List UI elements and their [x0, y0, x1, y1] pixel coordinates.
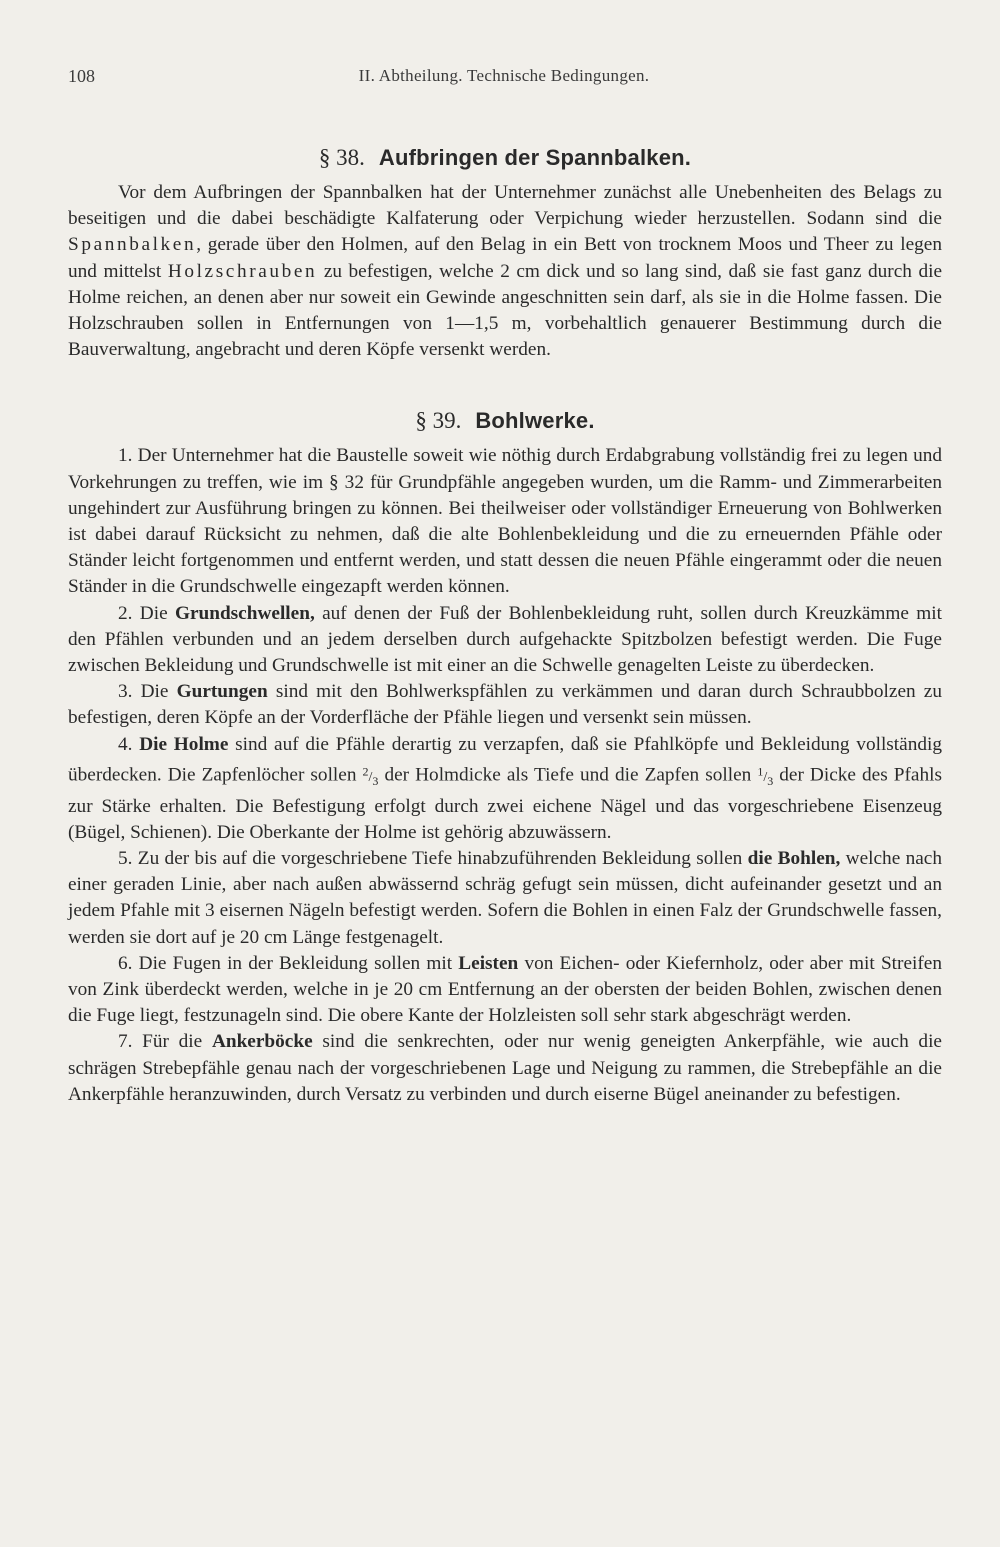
fraction-numerator: 1 [757, 763, 764, 778]
item-4-text-c: der Dicke des Pfahls zur Stärke erhalten. Die Befestigung erfolgt durch zwei eichene Nägel und das vorgeschriebene Eisenzeug (Bügel, Schienen). Die Oberkante der Holme ist gehörig abzuwässern. [68, 764, 942, 843]
term-gurtungen: Gurtungen [176, 681, 268, 703]
term-spannbalken: Spannbalken [68, 234, 197, 256]
fraction-denominator: 3 [372, 773, 379, 788]
item-2-lead: 2. Die [118, 602, 168, 624]
section-38-heading [68, 140, 942, 176]
item-3-text: sind mit den Bohlwerkspfählen zu verkämmen und daran durch Schraubbolzen zu befestigen, deren Köpfe an der Vorderfläche der Pfähle liegen und versenkt sein müssen. [68, 681, 942, 729]
item-7-text: sind die senkrechten, oder nur wenig geneigten Ankerpfähle, wie auch die schrägen Strebepfähle genau nach der vorgeschriebenen Lage und Neigung zu rammen, die Strebepfähle an die Ankerpfähle heranzuwinden, durch Versatz zu verbinden und durch eiserne Bügel aneinander zu befestigen. [68, 1031, 942, 1105]
term-bohlen: die Bohlen, [747, 847, 841, 869]
page-content [68, 140, 942, 1108]
term-ankerboecke: Ankerböcke [211, 1031, 313, 1053]
section-39-title: Bohlwerke. [475, 408, 595, 434]
term-holzschrauben: Holzschrauben [167, 260, 318, 282]
section-38-title: Aufbringen der Spannbalken. [378, 145, 692, 170]
item-5-text: welche nach einer geraden Linie, aber nach außen abwässernd schräg gefugt sein müssen, dicht aufeinander gesetzt und an jedem Pfahle mit 3 eisernen Nägeln befestigt werden. Sofern die Bohlen in einen Falz der Grundschwelle fassen, werden sie dort auf je 20 cm Länge festgenagelt. [68, 847, 942, 948]
item-5-lead: 5. Zu der bis auf die vorgeschriebene Tiefe hinabzuführenden Bekleidung sollen [118, 847, 743, 869]
fraction-denominator: 3 [767, 773, 774, 788]
section-38-text-3: zu befestigen, welche 2 cm dick und so lang sind, daß sie fast ganz durch die Holme reichen, an denen aber nur soweit ein Gewinde angeschnitten sein darf, als sie in die Holme fassen. Die Holzschrauben sollen in Entfernungen von 1—1,5 m, vorbehaltlich genauerer Bestimmung durch die Bauverwaltung, angebracht und deren Köpfe versenkt werden. [68, 260, 943, 361]
page-number: 108 [68, 66, 95, 86]
item-2-paragraph [68, 601, 942, 680]
fraction-two-thirds: $^2/_3$ [362, 763, 379, 788]
item-6-text: von Eichen- oder Kiefernholz, oder aber mit Streifen von Zink überdeckt werden, welche in je 20 cm Entfernung an der obersten der beiden Bohlen, zwischen denen die Fuge liegt, festzunageln sind. Die obere Kante der Holzleisten soll sehr stark abgeschrägt werden. [68, 952, 942, 1027]
item-7-lead: 7. Für die [118, 1031, 203, 1053]
term-holme: Die Holme [139, 733, 229, 755]
item-6-paragraph [68, 951, 942, 1030]
running-head: II. Abtheilung. Technische Bedingungen. [358, 66, 650, 85]
item-4-lead: 4. [118, 733, 133, 755]
term-leisten: Leisten [458, 952, 519, 974]
section-38-text-1: Vor dem Aufbringen der Spannbalken hat der Unternehmer zunächst alle Unebenheiten des Belags zu beseitigen und die dabei beschädigte Kalfaterung oder Verpichung wieder herzustellen. Sodann sind die [68, 182, 942, 230]
item-4-text-a: sind auf die Pfähle derartig zu verzapfen, daß sie Pfahlköpfe und Bekleidung vollständig überdecken. Die Zapfenlöcher sollen [68, 733, 942, 786]
item-6-lead: 6. Die Fugen in der Bekleidung sollen mit [118, 952, 453, 974]
item-3-paragraph [68, 679, 942, 731]
item-4-paragraph [68, 732, 942, 846]
section-39-heading [68, 403, 942, 439]
item-4-text-b: der Holmdicke als Tiefe und die Zapfen sollen [384, 764, 752, 786]
section-38-number: § 38. [318, 145, 365, 170]
section-38-paragraph [68, 180, 942, 363]
fraction-one-third: $^1/_3$ [757, 763, 774, 788]
section-38-text-2: , gerade über den Holmen, auf den Belag in ein Bett von trocknem Moos und Theer zu legen und mittelst [68, 234, 942, 282]
page-header [68, 66, 940, 90]
section-39-number: § 39. [415, 408, 462, 434]
section-spacer [68, 363, 942, 403]
item-2-text: auf denen der Fuß der Bohlenbekleidung ruht, sollen durch Kreuzkämme mit den Pfählen verbunden und an jedem derselben durch aufgehackte Spitzbolzen befestigt werden. Die Fuge zwischen Bekleidung und Grundschwelle ist mit einer an die Schwelle genagelten Leiste zu überdecken. [68, 602, 942, 677]
item-1-paragraph: 1. Der Unternehmer hat die Baustelle soweit wie nöthig durch Erdabgrabung vollständig frei zu legen und Vorkehrungen zu treffen, wie im § 32 für Grundpfähle angegeben wurden, um die Ramm- und Zimmerarbeiten ungehindert zur Ausführung bringen zu können. Bei theilweiser oder vollständiger Erneuerung von Bohlwerken ist dabei darauf Rücksicht zu nehmen, daß die alte Bohlenbekleidung und die zu erneuernden Pfähle oder Ständer leicht fortgenommen und entfernt werden, und statt dessen die neuen Pfähle eingerammt oder die neuen Ständer in die Grundschwelle eingezapft werden können. [68, 445, 942, 598]
item-3-lead: 3. Die [118, 681, 169, 703]
item-7-paragraph [68, 1029, 942, 1108]
term-grundschwellen: Grundschwellen, [174, 602, 315, 624]
item-5-paragraph [68, 846, 942, 951]
fraction-numerator: 2 [362, 763, 369, 778]
